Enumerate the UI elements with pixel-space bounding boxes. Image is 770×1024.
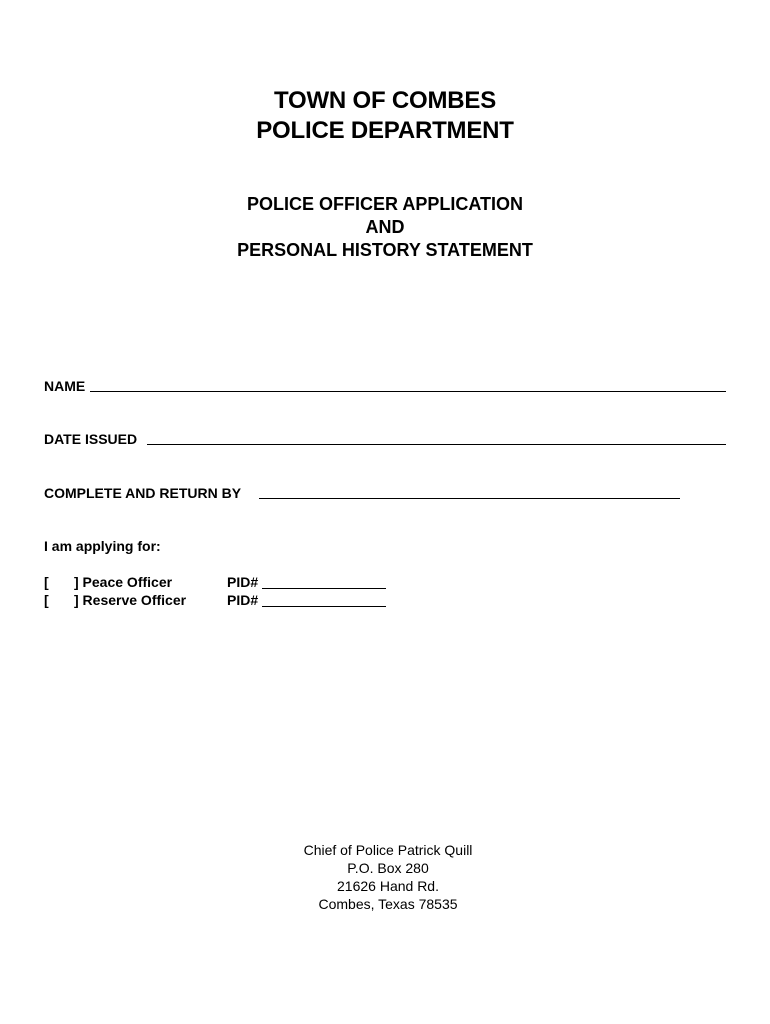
name-label: NAME	[44, 378, 86, 394]
complete-return-field[interactable]	[259, 498, 680, 499]
reserve-officer-label: ] Reserve Officer	[74, 592, 187, 608]
contact-address	[3, 841, 770, 913]
contact-street: 21626 Hand Rd.	[337, 878, 439, 894]
header	[0, 86, 770, 146]
form-title	[0, 193, 770, 262]
date-issued-field[interactable]	[147, 444, 726, 445]
applying-heading: I am applying for:	[44, 538, 161, 554]
peace-officer-label: ] Peace Officer	[74, 574, 173, 590]
peace-officer-pid-field[interactable]	[262, 588, 386, 589]
form-title-line3: PERSONAL HISTORY STATEMENT	[237, 240, 533, 260]
reserve-officer-pid-field[interactable]	[262, 606, 386, 607]
contact-city: Combes, Texas 78535	[318, 896, 458, 912]
reserve-officer-pid-label: PID#	[227, 592, 259, 608]
form-title-line1: POLICE OFFICER APPLICATION	[246, 194, 523, 214]
date-issued-label: DATE ISSUED	[44, 431, 138, 447]
name-field[interactable]	[90, 391, 726, 392]
form-title-line2: AND	[365, 217, 405, 237]
town-name: TOWN OF COMBES	[273, 87, 497, 114]
department-name: POLICE DEPARTMENT	[256, 117, 514, 144]
contact-name: Chief of Police Patrick Quill	[303, 842, 473, 858]
peace-officer-pid-label: PID#	[227, 574, 259, 590]
reserve-officer-bracket[interactable]: [	[44, 592, 49, 608]
peace-officer-bracket[interactable]: [	[44, 574, 49, 590]
contact-po-box: P.O. Box 280	[347, 860, 429, 876]
complete-return-label: COMPLETE AND RETURN BY	[44, 485, 242, 501]
